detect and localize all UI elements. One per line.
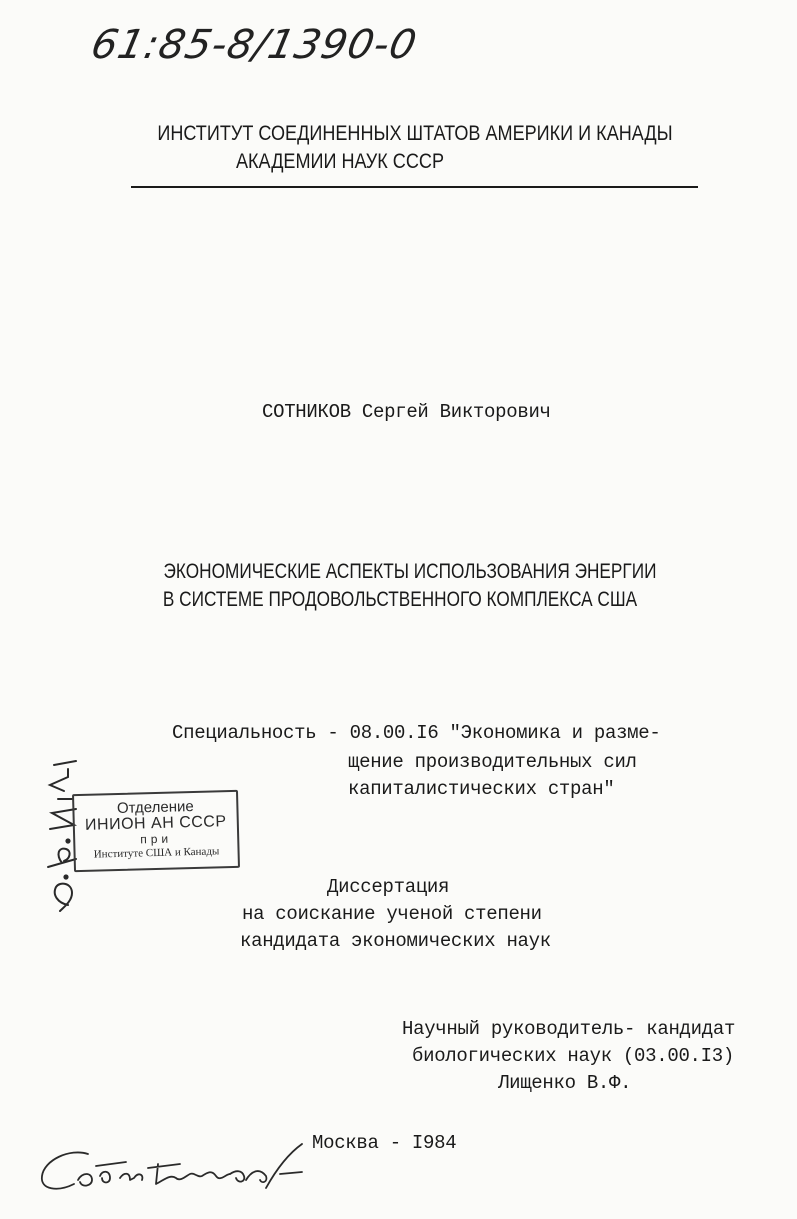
institute-name: ИНСТИТУТ СОЕДИНЕННЫХ ШТАТОВ АМЕРИКИ И КАНАДЫ bbox=[157, 122, 673, 145]
header-rule bbox=[131, 186, 698, 188]
title-line-2: В СИСТЕМЕ ПРОДОВОЛЬСТВЕННОГО КОМПЛЕКСА США bbox=[162, 588, 638, 611]
stamp-at: при bbox=[140, 831, 173, 847]
supervisor-name: Лищенко В.Ф. bbox=[498, 1072, 632, 1094]
stamp-department: Отделение bbox=[116, 798, 194, 818]
signature-icon bbox=[30, 1140, 320, 1215]
title-line-1: ЭКОНОМИЧЕСКИЕ АСПЕКТЫ ИСПОЛЬЗОВАНИЯ ЭНЕРГИИ bbox=[163, 560, 657, 583]
archive-number: 61:85-8/1390-0 bbox=[87, 22, 422, 68]
dissertation-degree-line-2: кандидата экономических наук bbox=[240, 930, 551, 952]
dissertation-label: Диссертация bbox=[327, 876, 450, 898]
specialty-line-2: щение производительных сил bbox=[348, 751, 637, 773]
stamp-organization: ИНИОН АН СССР bbox=[84, 813, 227, 834]
author-name: СОТНИКОВ Сергей Викторович bbox=[262, 401, 551, 423]
supervisor-line-2: биологических наук (03.00.I3) bbox=[412, 1045, 734, 1067]
library-stamp bbox=[72, 790, 240, 872]
dissertation-degree-line-1: на соискание ученой степени bbox=[242, 903, 542, 925]
city-year: Москва - I984 bbox=[312, 1132, 457, 1154]
supervisor-line-1: Научный руководитель- кандидат bbox=[402, 1018, 736, 1040]
specialty-line-3: капиталистических стран" bbox=[348, 778, 615, 800]
academy-name: АКАДЕМИИ НАУК СССР bbox=[235, 150, 444, 173]
specialty-line-1: Специальность - 08.00.I6 "Экономика и разме- bbox=[172, 722, 661, 744]
stamp-institute: Институте США и Канады bbox=[93, 845, 220, 861]
